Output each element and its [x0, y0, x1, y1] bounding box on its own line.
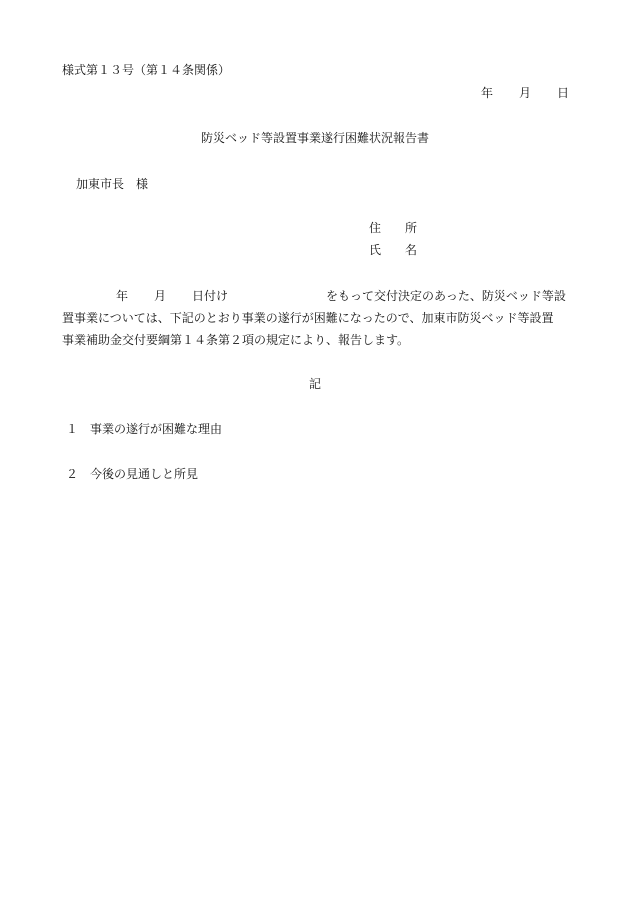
ki-heading: 記	[308, 377, 321, 391]
body-line-3: 事業補助金交付要綱第１４条第２項の規定により、報告します。	[62, 333, 410, 347]
item-text: 今後の見通しと所見	[90, 467, 199, 481]
document-title: 防災ベッド等設置事業遂行困難状況報告書	[200, 131, 429, 145]
applicant-address-label: 住 所	[369, 221, 418, 235]
form-number: 様式第１３号（第１４条関係）	[62, 63, 231, 77]
item-text: 事業の遂行が困難な理由	[90, 422, 223, 436]
date-year: 年	[481, 86, 494, 100]
body-year: 年	[116, 289, 129, 303]
date-line	[481, 87, 569, 99]
body-line-1	[62, 290, 566, 302]
list-item	[66, 423, 222, 435]
body-day: 日付け	[192, 289, 229, 303]
date-day: 日	[557, 86, 570, 100]
body-line-1-tail: をもって交付決定のあった、防災ベッド等設	[326, 289, 566, 303]
body-month: 月	[154, 289, 167, 303]
addressee: 加東市長 様	[76, 177, 149, 191]
list-item	[66, 468, 198, 480]
date-month: 月	[519, 86, 532, 100]
item-number: １	[66, 422, 79, 436]
applicant-name-label: 氏 名	[369, 243, 418, 257]
item-number: ２	[66, 467, 79, 481]
body-line-2: 置事業については、下記のとおり事業の遂行が困難になったので、加東市防災ベッド等設置	[62, 311, 554, 325]
